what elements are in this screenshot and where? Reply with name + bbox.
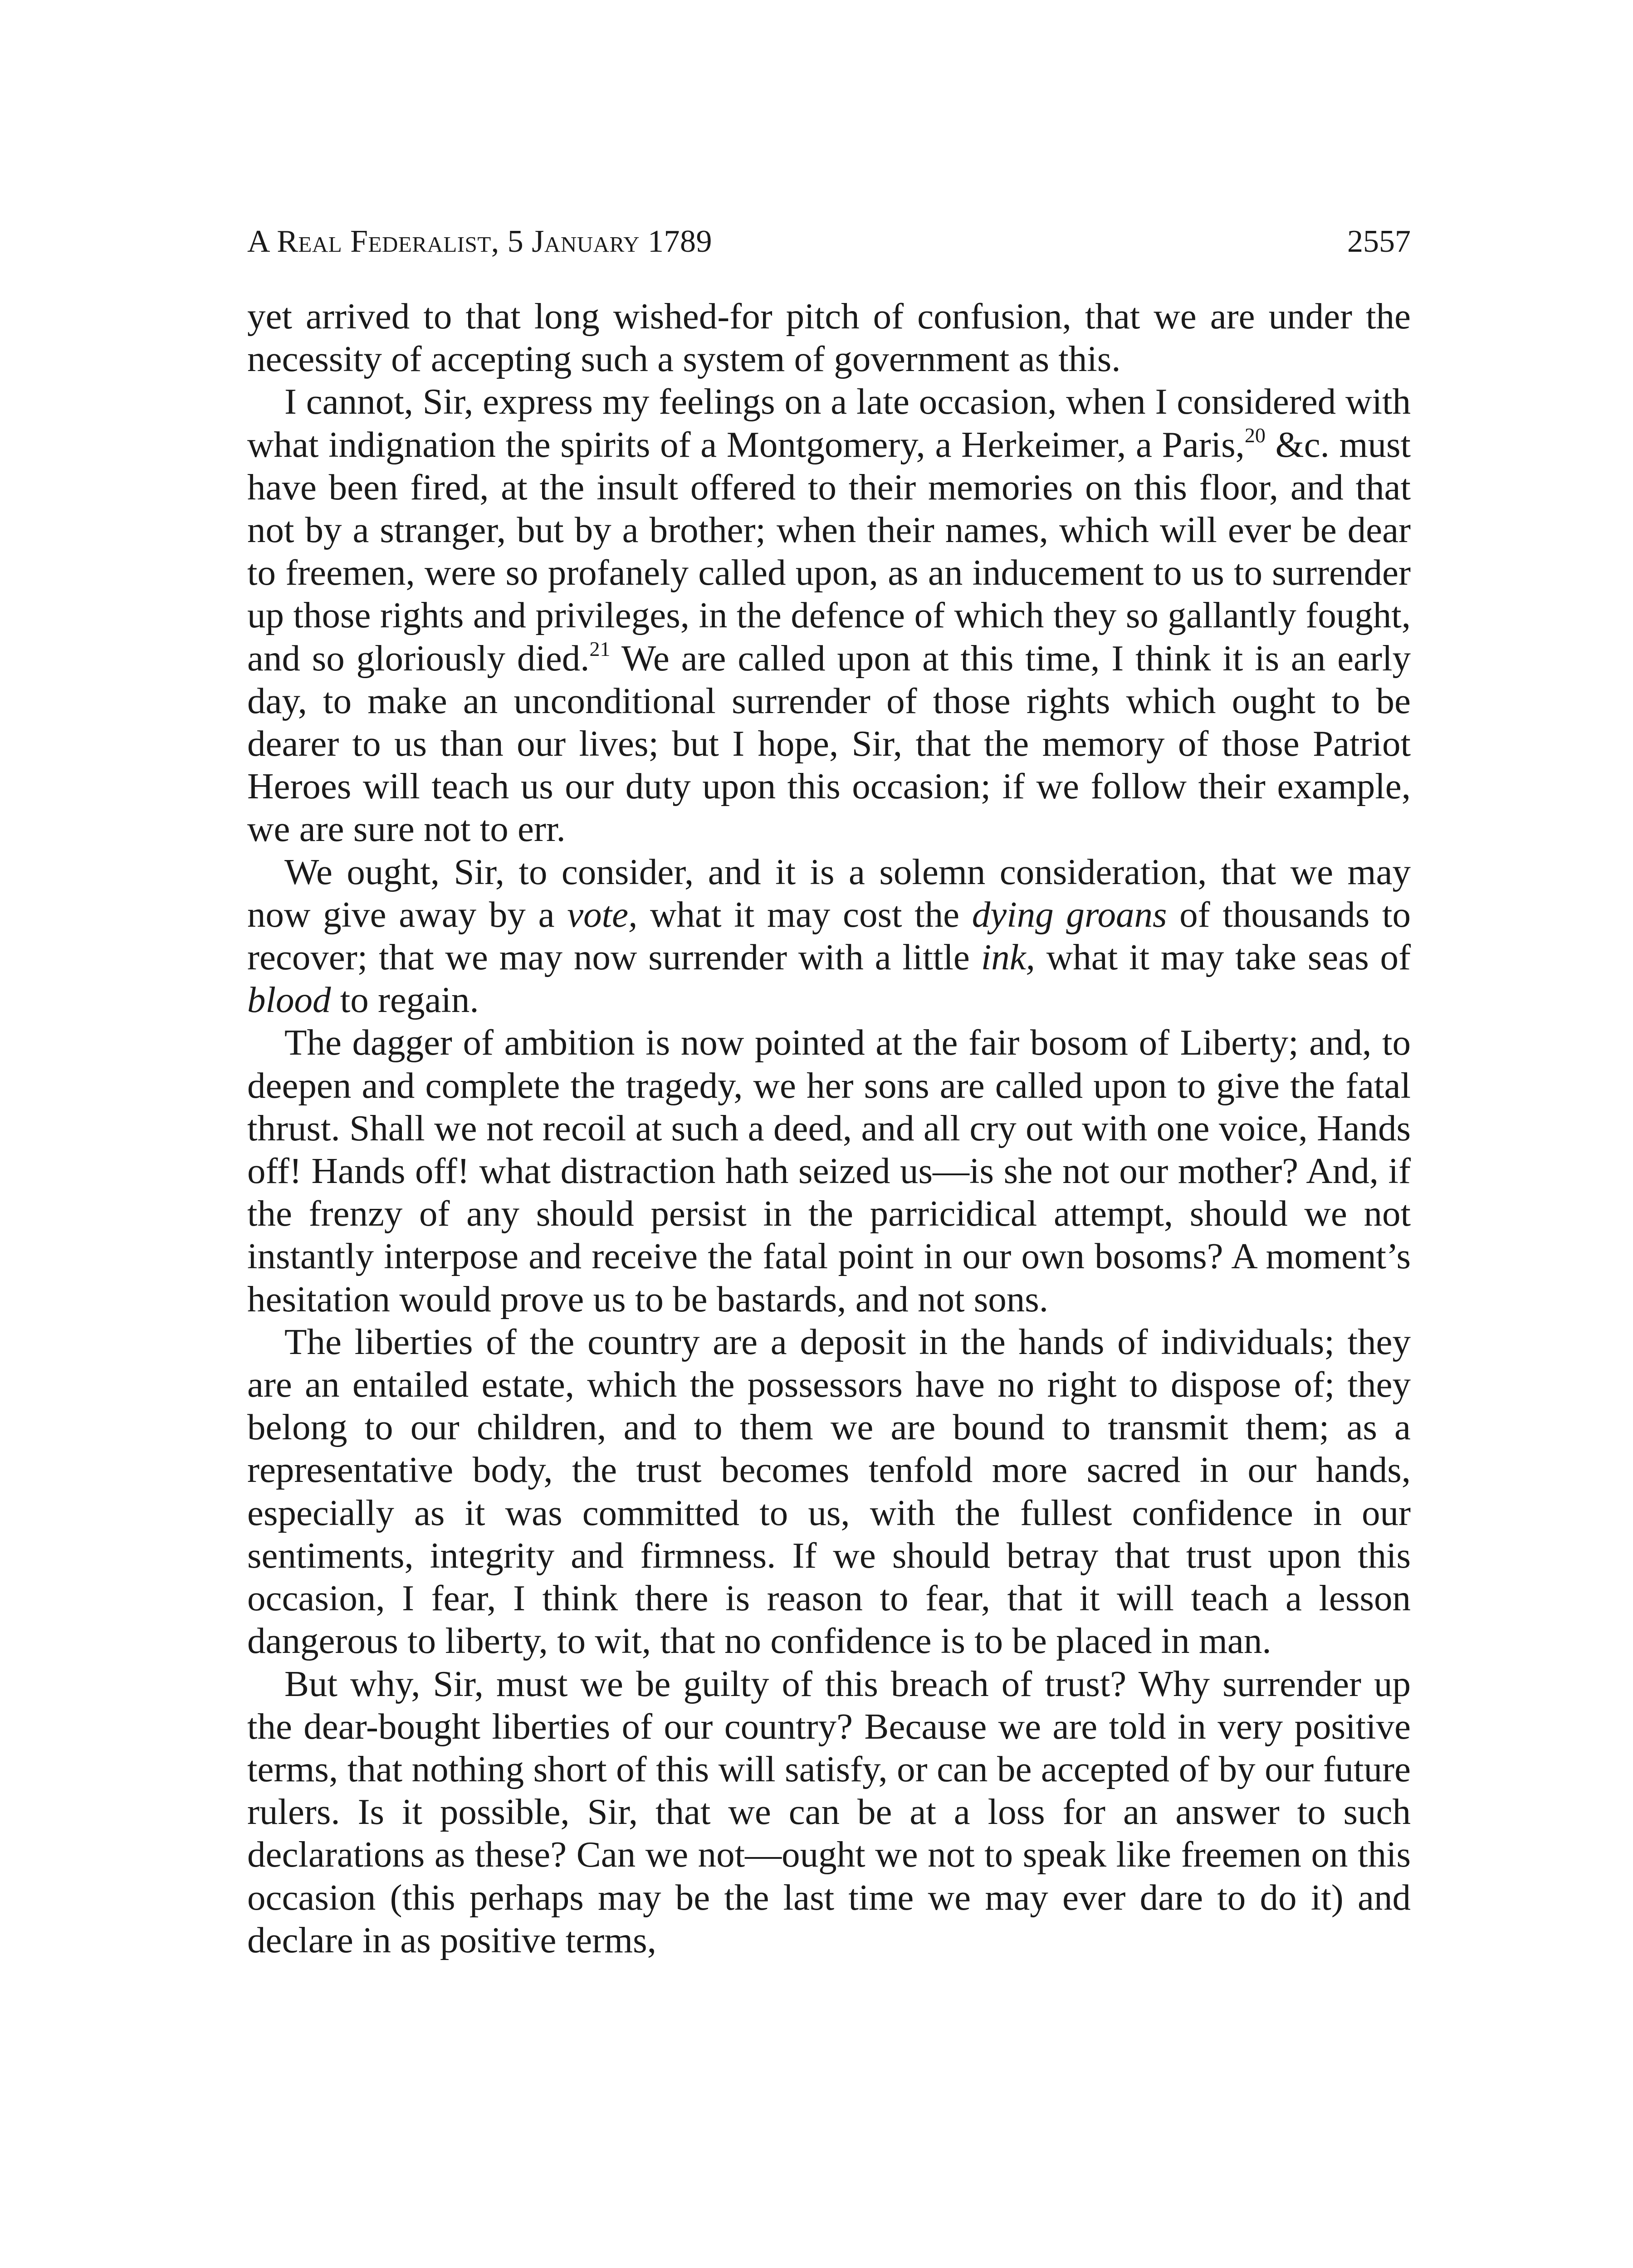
paragraph-solemn-consideration [247,850,1411,1022]
running-head-title: A Real Federalist, 5 January 1789 [247,224,712,259]
italic-text: ink, [981,937,1035,978]
footnote-marker[interactable]: 20 [1244,423,1266,447]
text-run: I cannot, Sir, express my feelings on a late occasion, when I considered with what indignation the spirits of a Montgomery, a Herkeimer, a Paris, [247,381,1411,465]
text-run: to regain. [331,979,479,1021]
italic-text: blood [247,979,331,1021]
text-run: &c. must have been fired, at the insult offered to their memories on this floor, and that not by a stranger, but by a brother; when their names, which will ever be dear to freemen, were so profanely called upon, as an inducement to us to surrender up those rights and privileges, in the defence of which they so gallantly fought, and so gloriously died. [247,424,1411,679]
page-number: 2557 [1347,224,1411,259]
paragraph-dagger-of-ambition [247,1021,1411,1320]
paragraph-breach-of-trust [247,1662,1411,1961]
text-run: what it may cost the [637,894,972,935]
footnote-marker[interactable]: 21 [589,637,611,660]
text-run: what it may take seas of [1035,937,1411,978]
text-run: We ought, Sir, to consider, and it is a solemn consideration, that we may now give away by a [247,851,1411,935]
text-run: of thousands to recover; that we may now surrender with a little [247,894,1411,978]
paragraph-memory-of-heroes [247,380,1411,850]
body-text [247,295,1411,1961]
italic-text: vote, [567,894,638,935]
italic-text: dying groans [972,894,1167,935]
running-head [247,221,1411,262]
text-run: We are called upon at this time, I think it is an early day, to make an unconditional surrender of those rights which ought to be dearer to us than our lives; but I hope, Sir, that the memory of those Patriot Heroes will teach us our duty upon this occasion; if we follow their example, we are sure not to err. [247,637,1411,850]
text-run: But why, Sir, must we be guilty of this breach of trust? Why surrender up the dear-bought liberties of our country? Because we are told in very positive terms, that nothing short of this will satisfy, or can be accepted of by our future rulers. Is it possible, Sir, that we can be at a loss for an answer to such declarations as these? Can we not—ought we not to speak like freemen on this occasion (this perhaps may be the last time we may ever dare to do it) and declare in as positive terms, [247,1663,1411,1960]
text-run: The liberties of the country are a deposit in the hands of individuals; they are an entailed estate, which the possessors have no right to dispose of; they belong to our children, and to them we are bound to transmit them; as a representative body, the trust becomes tenfold more sacred in our hands, especially as it was committed to us, with the fullest confidence in our sentiments, integrity and firmness. If we should betray that trust upon this occasion, I fear, I think there is reason to fear, that it will teach a lesson dangerous to liberty, to wit, that no confidence is to be placed in man. [247,1321,1411,1662]
paragraph-liberties-deposit [247,1320,1411,1662]
text-run: The dagger of ambition is now pointed at the fair bosom of Liberty; and, to deepen and complete the tragedy, we her sons are called upon to give the fatal thrust. Shall we not recoil at such a deed, and all cry out with one voice, Hands off! Hands off! what distraction hath seized us—is she not our mother? And, if the frenzy of any should persist in the parricidical attempt, should we not instantly interpose and receive the fatal point in our own bosoms? A moment’s hesitation would prove us to be bastards, and not sons. [247,1022,1411,1320]
paragraph-continued [247,295,1411,380]
text-run: yet arrived to that long wished-for pitch of confusion, that we are under the necessity of accepting such a system of government as this. [247,296,1411,380]
